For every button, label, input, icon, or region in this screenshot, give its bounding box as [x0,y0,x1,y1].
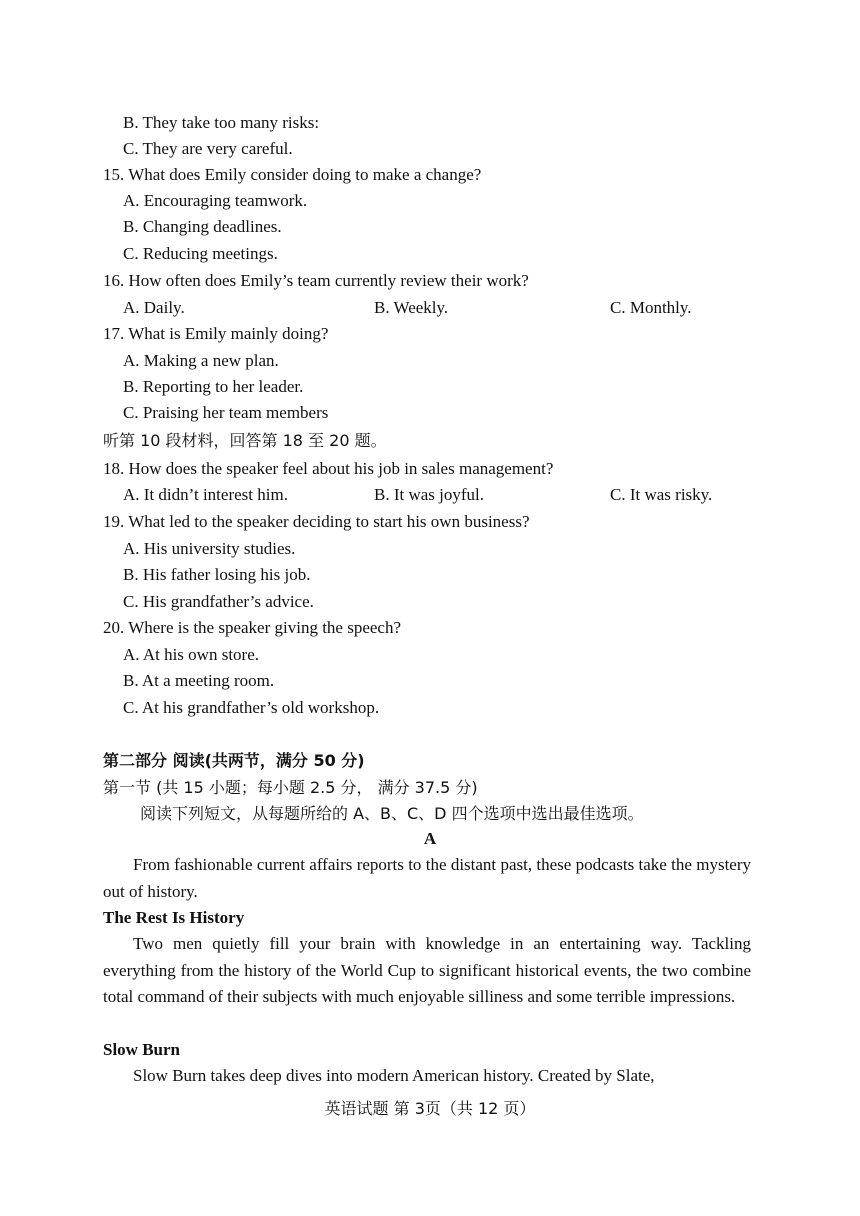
podcast-body-rest-is-history: Two men quietly fill your brain with knowledge in an entertaining way. Tackling everything from the history of the World Cup to significant historical events, the two combine total command of their subjects with much enjoyable silliness and some terrible impressions. [103,934,751,1006]
podcast-title-slow-burn: Slow Burn [103,1040,180,1059]
q15-question: 15. What does Emily consider doing to make a change? [103,165,482,184]
q17-option-b: B. Reporting to her leader. [123,377,304,396]
q16-option-c: C. Monthly. [610,298,692,317]
reading-section-title: 第一节 (共 15 小题；每小题 2.5 分， 满分 37.5 分) [103,778,478,797]
q20-option-a: A. At his own store. [123,645,259,664]
q20-option-b: B. At a meeting room. [123,671,275,690]
passage-intro: From fashionable current affairs reports to the distant past, these podcasts take the mystery out of history. [103,855,751,901]
q18-option-c: C. It was risky. [610,485,713,504]
q19-question: 19. What led to the speaker deciding to start his own business? [103,512,530,531]
q14-option-b: B. They take too many risks: [123,113,320,132]
q16-option-b: B. Weekly. [374,298,449,317]
q16-option-a: A. Daily. [123,298,185,317]
q15-option-b: B. Changing deadlines. [123,217,282,236]
podcast-body-slow-burn: Slow Burn takes deep dives into modern American history. Created by Slate, [133,1066,655,1085]
q17-option-c: C. Praising her team members [123,403,329,422]
q18-option-b: B. It was joyful. [374,485,485,504]
q17-option-a: A. Making a new plan. [123,351,279,370]
section-10-instruction: 听第 10 段材料，回答第 18 至 20 题。 [103,431,387,450]
q19-option-b: B. His father losing his job. [123,565,311,584]
q19-option-a: A. His university studies. [123,539,296,558]
passage-label: A [423,829,437,848]
q14-option-c: C. They are very careful. [123,139,293,158]
podcast-title-rest-is-history: The Rest Is History [103,908,245,927]
reading-part-title: 第二部分 阅读(共两节，满分 50 分) [103,751,365,770]
q18-question: 18. How does the speaker feel about his job in sales management? [103,459,554,478]
page-footer: 英语试题 第 3页（共 12 页） [324,1099,536,1118]
q15-option-a: A. Encouraging teamwork. [123,191,308,210]
q20-option-c: C. At his grandfather’s old workshop. [123,698,380,717]
reading-instruction: 阅读下列短文，从每题所给的 A、B、C、D 四个选项中选出最佳选项。 [140,804,644,823]
q15-option-c: C. Reducing meetings. [123,244,278,263]
q20-question: 20. Where is the speaker giving the speech? [103,618,402,637]
q19-option-c: C. His grandfather’s advice. [123,592,314,611]
q18-option-a: A. It didn’t interest him. [123,485,288,504]
q16-question: 16. How often does Emily’s team currently review their work? [103,271,529,290]
q17-question: 17. What is Emily mainly doing? [103,324,329,343]
